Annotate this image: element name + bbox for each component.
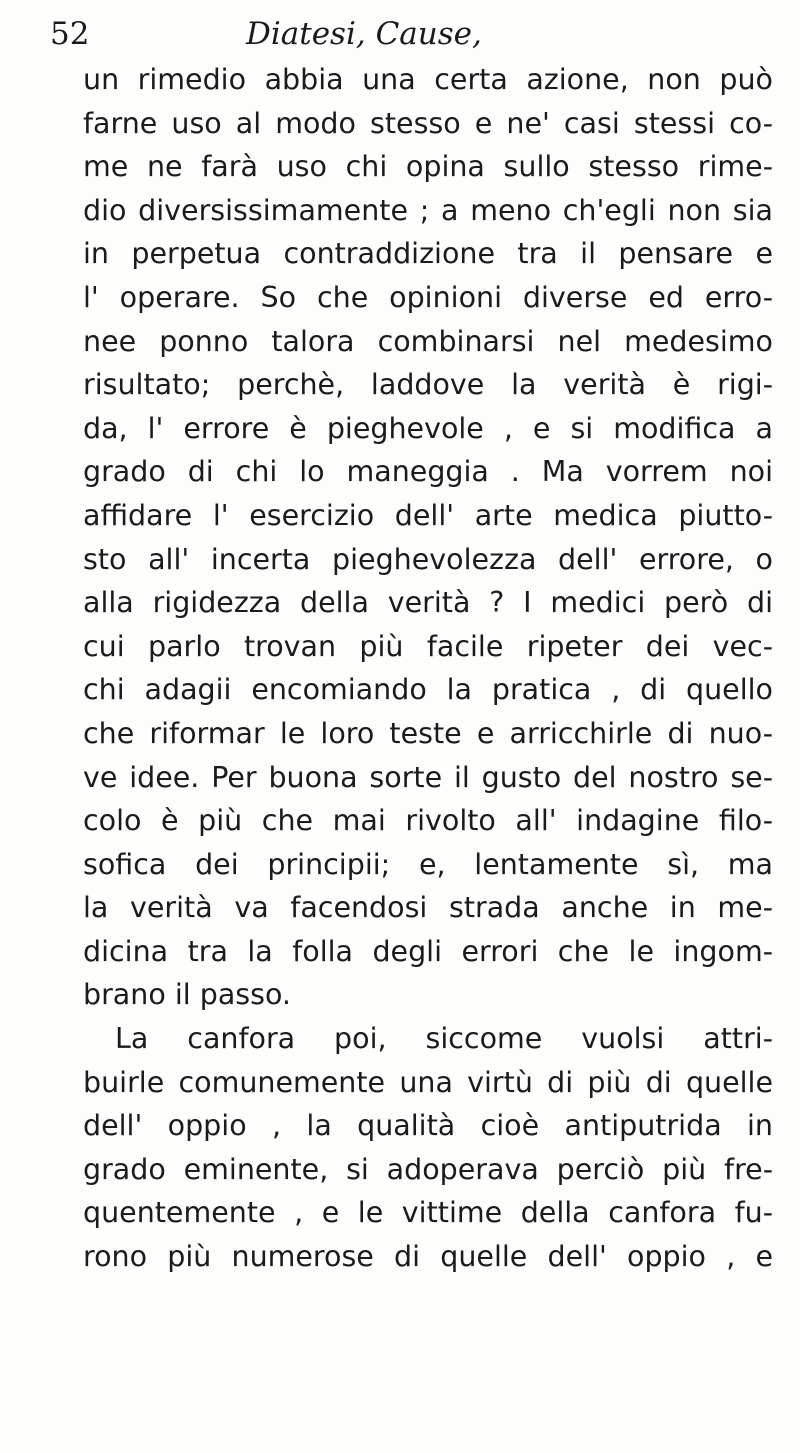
text-line: brano il passo. — [83, 978, 291, 1012]
text-line: dio diversissimamente ; a meno ch'egli non sia — [83, 193, 773, 227]
page-header — [50, 16, 770, 56]
text-line: alla rigidezza della verità ? I medici però di — [83, 586, 773, 620]
text-line: dicina tra la folla degli errori che le ingom- — [83, 934, 773, 968]
text-line: un rimedio abbia una certa azione, non può — [83, 63, 773, 96]
text-line: rono più numerose di quelle dell' oppio , e — [83, 1240, 773, 1274]
text-line: buirle comunemente una virtù di più di quelle — [83, 1065, 773, 1099]
text-line: grado di chi lo maneggia . Ma vorrem noi — [83, 455, 773, 489]
text-line: da, l' errore è pieghevole , e si modifica a — [83, 411, 773, 445]
text-line: me ne farà uso chi opina sullo stesso rime- — [83, 150, 773, 184]
text-line: affidare l' esercizio dell' arte medica piutto- — [83, 498, 773, 532]
text-line: l' operare. So che opinioni diverse ed erro- — [83, 280, 773, 314]
body-text — [83, 58, 773, 1279]
text-line: La canfora poi, siccome vuolsi attri- — [115, 1022, 773, 1056]
text-line: in perpetua contraddizione tra il pensare e — [83, 237, 773, 271]
text-line: dell' oppio , la qualità cioè antiputrida in — [83, 1109, 773, 1143]
text-line: nee ponno talora combinarsi nel medesimo — [83, 324, 773, 358]
text-line: ve idee. Per buona sorte il gusto del nostro se- — [83, 760, 773, 794]
text-line: colo è più che mai rivolto all' indagine filo- — [83, 804, 773, 838]
text-line: grado eminente, si adoperava perciò più fre- — [83, 1152, 773, 1186]
running-head: Diatesi, Cause, — [246, 16, 482, 52]
text-line: sofica dei principii; e, lentamente sì, ma — [83, 847, 773, 881]
text-line: sto all' incerta pieghevolezza dell' errore, o — [83, 542, 773, 576]
text-line: quentemente , e le vittime della canfora fu- — [83, 1196, 773, 1230]
text-line: risultato; perchè, laddove la verità è rigi- — [83, 368, 773, 402]
text-line: cui parlo trovan più facile ripeter dei vec- — [83, 629, 773, 663]
text-line: farne uso al modo stesso e ne' casi stessi co- — [83, 106, 773, 140]
text-line: la verità va facendosi strada anche in me- — [83, 891, 773, 925]
text-line: che riformar le loro teste e arricchirle di nuo- — [83, 716, 773, 750]
page-number: 52 — [50, 16, 90, 52]
text-line: chi adagii encomiando la pratica , di quello — [83, 673, 773, 707]
